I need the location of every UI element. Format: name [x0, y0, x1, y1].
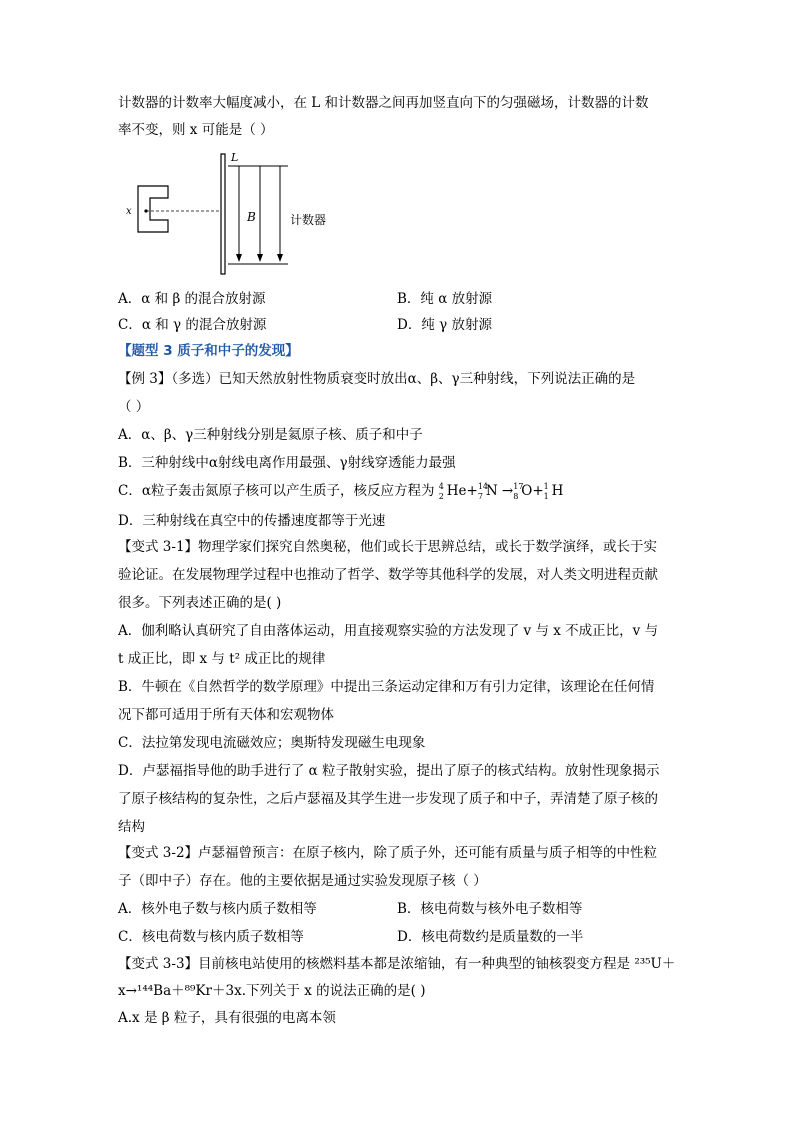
example3-option-C-text: C．α粒子轰击氮原子核可以产生质子，核反应方程为 [118, 483, 435, 499]
example3-option-B: B．三种射线中α射线电离作用最强、γ射线穿透能力最强 [118, 455, 456, 471]
variant31-line-3: 很多。下列表述正确的是( ) [118, 595, 282, 611]
variant31-line-2: 验论证。在发展物理学过程中也推动了哲学、数学等其他科学的发展，对人类文明进程贡献 [118, 567, 658, 583]
variant31-option-C: C．法拉第发现电流磁效应；奥斯特发现磁生电现象 [118, 735, 426, 751]
variant31-line-1: 【变式 3-1】物理学家们探究自然奥秘，他们或长于思辨总结，或长于数学演绎，或长于实 [118, 539, 658, 555]
label-B: B [247, 210, 256, 224]
variant31-option-D-1: D．卢瑟福指导他的助手进行了 α 粒子散射实验，提出了原子的核式结构。放射性现象揭示 [118, 763, 660, 779]
example3-option-C [118, 482, 563, 501]
sheet-L [221, 154, 225, 274]
example3-stem-1: 【例 3】（多选）已知天然放射性物质衰变时放出α、β、γ三种射线，下列说法正确的是 [118, 371, 636, 387]
example3-option-D: D．三种射线在真空中的传播速度都等于光速 [118, 513, 386, 529]
variant31-option-D-2: 了原子核结构的复杂性，之后卢瑟福及其学生进一步发现了质子和中子，弄清楚了原子核的 [118, 791, 658, 807]
nuclear-equation: 4 2 He+ 14 7 N → 17 8 O+ 1 1 H [438, 481, 564, 501]
label-x: x [126, 206, 132, 217]
variant31-option-A-1: A．伽利略认真研究了自由落体运动，用直接观察实验的方法发现了 v 与 x 不成正比，v 与 [118, 623, 659, 639]
intro-line-1: 计数器的计数率大幅度减小，在 L 和计数器之间再加竖直向下的匀强磁场，计数器的计数 [118, 95, 649, 111]
variant32-line-2: 子（即中子）存在。他的主要依据是通过实验发现原子核（ ） [118, 873, 487, 889]
section-heading-3: 【题型 3 质子和中子的发现】 [118, 343, 299, 359]
intro-line-2: 率不变，则 x 可能是（ ） [118, 122, 274, 138]
field-lines [239, 166, 280, 260]
prev-option-B: B．纯 α 放射源 [397, 291, 493, 307]
variant33-line-2: x→¹⁴⁴Ba＋⁸⁹Kr＋3x.下列关于 x 的说法正确的是( ) [118, 983, 426, 999]
label-counter: 计数器 [290, 213, 327, 227]
prev-option-D: D．纯 γ 放射源 [397, 317, 492, 333]
example3-option-A: A．α、β、γ三种射线分别是氦原子核、质子和中子 [118, 427, 423, 443]
variant32-option-C: C．核电荷数与核内质子数相等 [118, 929, 304, 945]
variant31-option-B-2: 况下都可适用于所有天体和宏观物体 [118, 707, 334, 723]
prev-option-A: A．α 和 β 的混合放射源 [118, 291, 266, 307]
variant31-option-A-2: t 成正比，即 x 与 t² 成正比的规律 [118, 651, 326, 667]
source-holder [138, 186, 168, 232]
prev-option-C: C．α 和 γ 的混合放射源 [118, 317, 267, 333]
variant32-line-1: 【变式 3-2】卢瑟福曾预言：在原子核内，除了质子外，还可能有质量与质子相等的中性粒 [118, 845, 658, 861]
variant33-option-A: A.x 是 β 粒子，具有很强的电离本领 [118, 1010, 336, 1026]
variant32-option-D: D．核电荷数约是质量数的一半 [397, 929, 584, 945]
variant31-option-B-1: B．牛顿在《自然哲学的数学原理》中提出三条运动定律和万有引力定律，该理论在任何情 [118, 679, 655, 695]
variant33-line-1: 【变式 3-3】目前核电站使用的核燃料基本都是浓缩铀，有一种典型的铀核裂变方程是 ²³⁵U＋ [118, 956, 676, 972]
variant31-option-D-3: 结构 [118, 819, 145, 835]
label-L: L [231, 151, 239, 164]
variant32-option-A: A．核外电子数与核内质子数相等 [118, 901, 317, 917]
example3-stem-2: （ ） [118, 399, 150, 415]
variant32-option-B: B．核电荷数与核外电子数相等 [397, 901, 583, 917]
magnetic-field-diagram [118, 150, 368, 280]
